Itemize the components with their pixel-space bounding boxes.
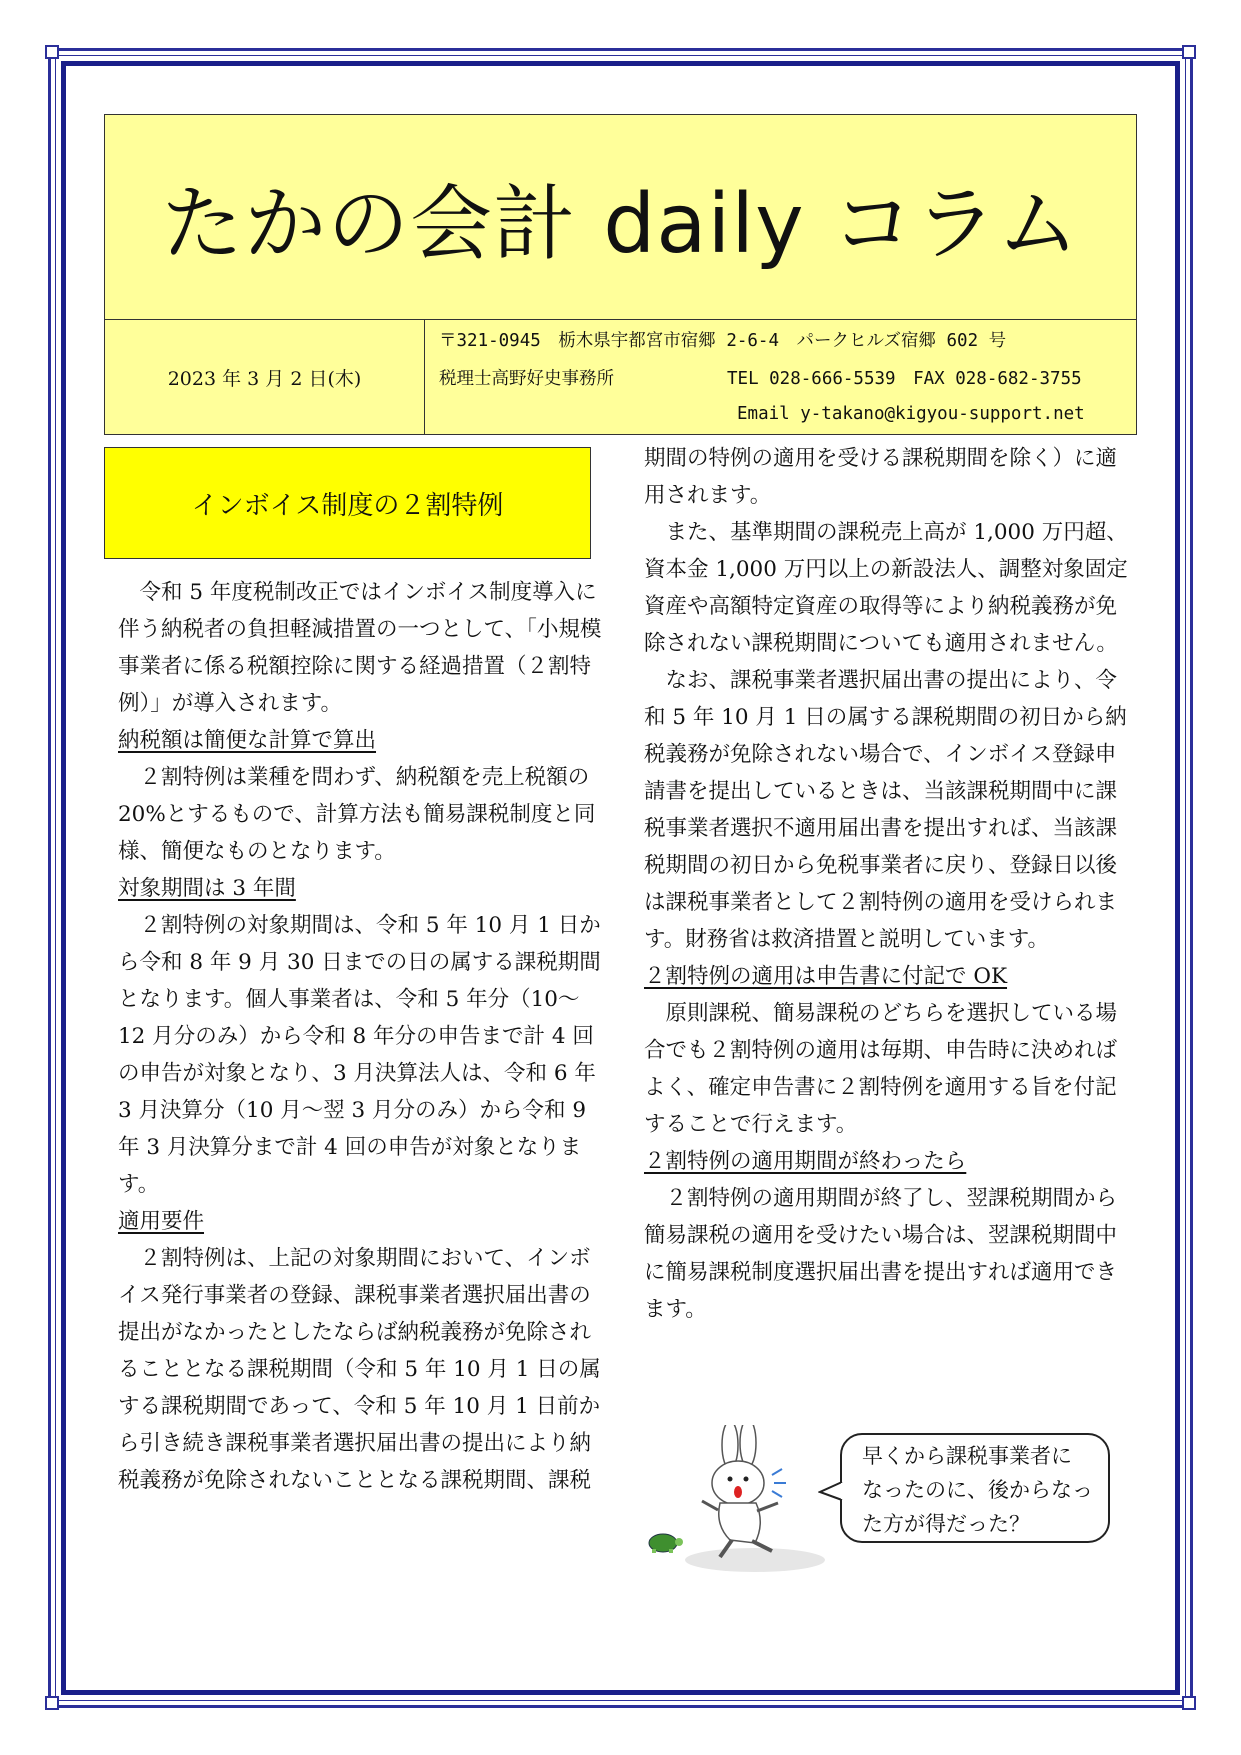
border-corner-tl: [45, 45, 59, 59]
paragraph: また、基準期間の課税売上高が 1,000 万円超、資本金 1,000 万円以上の新設法人、調整対象固定資産や高額特定資産の取得等により納税義務が免除されない課税期間についても適用されません。: [644, 520, 1128, 656]
section-heading: 対象期間は 3 年間: [118, 876, 296, 901]
paragraph: 期間の特例の適用を受ける課税期間を除く）に適用されます。: [644, 446, 1118, 508]
article-column-right: [644, 440, 1128, 1328]
speech-bubble-line: なったのに、後からなっ: [862, 1478, 1093, 1502]
speech-bubble-tail: [818, 1480, 844, 1504]
speech-bubble-line: た方が得だった？: [862, 1512, 1030, 1536]
speech-bubble-line: 早くから課税事業者に: [862, 1444, 1072, 1468]
paragraph: 令和 5 年度税制改正ではインボイス制度導入に伴う納税者の負担軽減措置の一つとして、「小規模事業者に係る税額控除に関する経過措置（２割特例）」が導入されます。: [118, 580, 602, 716]
border-corner-br: [1182, 1696, 1196, 1710]
paragraph: なお、課税事業者選択届出書の提出により、令和 5 年 10 月 1 日の属する課税期間の初日から納税義務が免除されない場合で、インボイス登録申請書を提出しているときは、当該課税期間中に課税事業者選択不適用届出書を提出すれば、当該課税期間の初日から免税事業者に戻り、登録日以後は課税事業者として２割特例の適用を受けられます。財務省は救済措置と説明しています。: [644, 668, 1127, 952]
office-phone-fax: TEL 028-666-5539 FAX 028-682-3755: [727, 369, 1082, 389]
section-heading: ２割特例の適用期間が終わったら: [644, 1149, 967, 1174]
paragraph: 原則課税、簡易課税のどちらを選択している場合でも２割特例の適用は毎期、申告時に決めればよく、確定申告書に２割特例を適用する旨を付記することで行えます。: [644, 1001, 1118, 1137]
turtle-illustration: [643, 1527, 685, 1553]
masthead-title: たかの会計 daily コラム: [105, 115, 1136, 320]
speech-bubble: [840, 1433, 1110, 1543]
issue-date: 2023 年 3 月 2 日(木): [105, 320, 425, 434]
paragraph: ２割特例の適用期間が終了し、翌課税期間から簡易課税の適用を受けたい場合は、翌課税期間中に簡易課税制度選択届出書を提出すれば適用できます。: [644, 1186, 1118, 1322]
section-heading: 適用要件: [118, 1209, 205, 1234]
border-corner-bl: [45, 1696, 59, 1710]
border-corner-tr: [1182, 45, 1196, 59]
paragraph: ２割特例は業種を問わず、納税額を売上税額の 20%とするもので、計算方法も簡易課税制度と同様、簡便なものとなります。: [118, 765, 596, 864]
paragraph: ２割特例の対象期間は、令和 5 年 10 月 1 日から令和 8 年 9 月 30 日までの日の属する課税期間となります。個人事業者は、令和 5 年分（10～12 月分のみ）から令和 8 年分の申告まで計 4 回の申告が対象となり、3 月決算法人は、令和 6 年 3 月決算分（10 月～翌 3 月分のみ）から令和 9 年 3 月決算分まで計 4 回の申告が対象となります。: [118, 913, 601, 1197]
office-email[interactable]: Email y-takano@kigyou-support.net: [737, 404, 1085, 424]
office-name: 税理士高野好史事務所: [439, 369, 614, 389]
section-heading: ２割特例の適用は申告書に付記で OK: [644, 964, 1008, 989]
section-heading: 納税額は簡便な計算で算出: [118, 728, 377, 753]
article-column-left: [118, 574, 602, 1499]
paragraph: ２割特例は、上記の対象期間において、インボイス発行事業者の登録、課税事業者選択届出書の提出がなかったとしたならば納税義務が免除されることとなる課税期間（令和 5 年 10 月 1 日の属する課税期間であって、令和 5 年 10 月 1 日前から引き続き課税事業者選択届出書の提出により納税義務が免除されないこととなる課税期間、課税: [118, 1246, 601, 1493]
office-address: 〒321-0945 栃木県宇都宮市宿郷 2-6-4 パークヒルズ宿郷 602 号: [439, 331, 1007, 351]
masthead: [104, 114, 1137, 435]
article-topic: インボイス制度の２割特例: [104, 447, 591, 559]
